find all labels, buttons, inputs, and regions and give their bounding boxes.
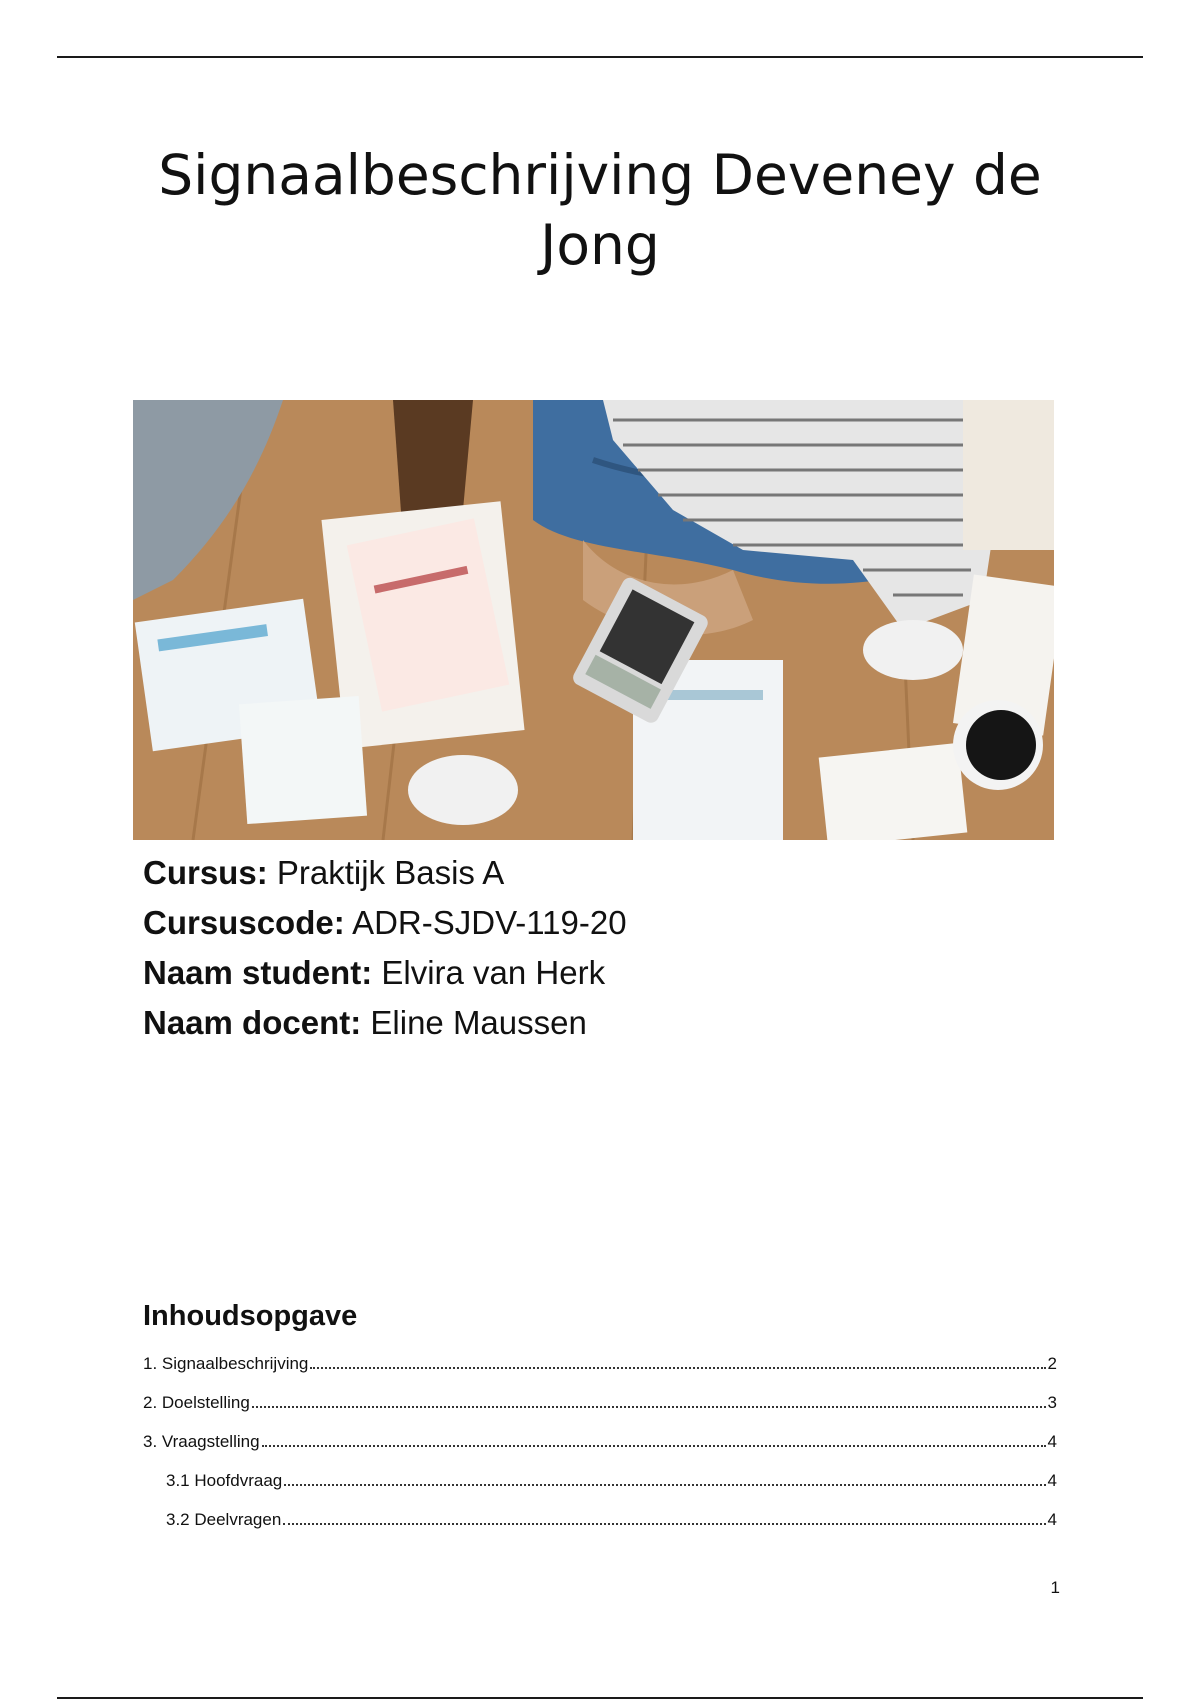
info-row-teacher bbox=[143, 998, 627, 1048]
toc-leader-dots bbox=[252, 1406, 1046, 1408]
info-value: Praktijk Basis A bbox=[276, 854, 505, 891]
info-value: ADR-SJDV-119-20 bbox=[352, 904, 627, 941]
toc-leader-dots bbox=[262, 1445, 1046, 1447]
toc-entry-label: 3. Vraagstelling bbox=[143, 1432, 260, 1451]
toc-entry[interactable] bbox=[143, 1432, 1057, 1471]
toc-entry-page: 2 bbox=[1047, 1354, 1057, 1373]
toc-heading: Inhoudsopgave bbox=[143, 1300, 358, 1332]
toc-leader-dots bbox=[283, 1523, 1045, 1525]
toc-subentry[interactable] bbox=[143, 1510, 1057, 1549]
info-label: Cursus: bbox=[143, 854, 268, 891]
info-row-course-code bbox=[143, 898, 627, 948]
toc-entry-label: 3.2 Deelvragen bbox=[166, 1510, 282, 1529]
table-of-contents bbox=[143, 1354, 1057, 1549]
toc-entry-page: 4 bbox=[1047, 1510, 1057, 1529]
top-rule bbox=[57, 56, 1143, 58]
info-row-student bbox=[143, 948, 627, 998]
toc-entry-page: 4 bbox=[1047, 1471, 1057, 1490]
info-label: Cursuscode: bbox=[143, 904, 345, 941]
info-label: Naam student: bbox=[143, 954, 373, 991]
bottom-rule bbox=[57, 1697, 1143, 1699]
document-title: Signaalbeschrijving Deveney de Jong bbox=[158, 143, 1042, 277]
info-value: Elvira van Herk bbox=[381, 954, 606, 991]
toc-leader-dots bbox=[284, 1484, 1045, 1486]
info-label: Naam docent: bbox=[143, 1004, 362, 1041]
toc-entry-label: 2. Doelstelling bbox=[143, 1393, 250, 1412]
page-number: 1 bbox=[1050, 1578, 1060, 1597]
info-value: Eline Maussen bbox=[370, 1004, 587, 1041]
toc-entry-page: 4 bbox=[1047, 1432, 1057, 1451]
course-info bbox=[143, 848, 627, 1048]
toc-entry[interactable] bbox=[143, 1393, 1057, 1432]
toc-entry[interactable] bbox=[143, 1354, 1057, 1393]
toc-subentry[interactable] bbox=[143, 1471, 1057, 1510]
info-row-course bbox=[143, 848, 627, 898]
toc-entry-page: 3 bbox=[1047, 1393, 1057, 1412]
toc-entry-label: 1. Signaalbeschrijving bbox=[143, 1354, 309, 1373]
toc-leader-dots bbox=[310, 1367, 1045, 1369]
toc-entry-label: 3.1 Hoofdvraag bbox=[166, 1471, 283, 1490]
cover-photo bbox=[133, 400, 1054, 840]
